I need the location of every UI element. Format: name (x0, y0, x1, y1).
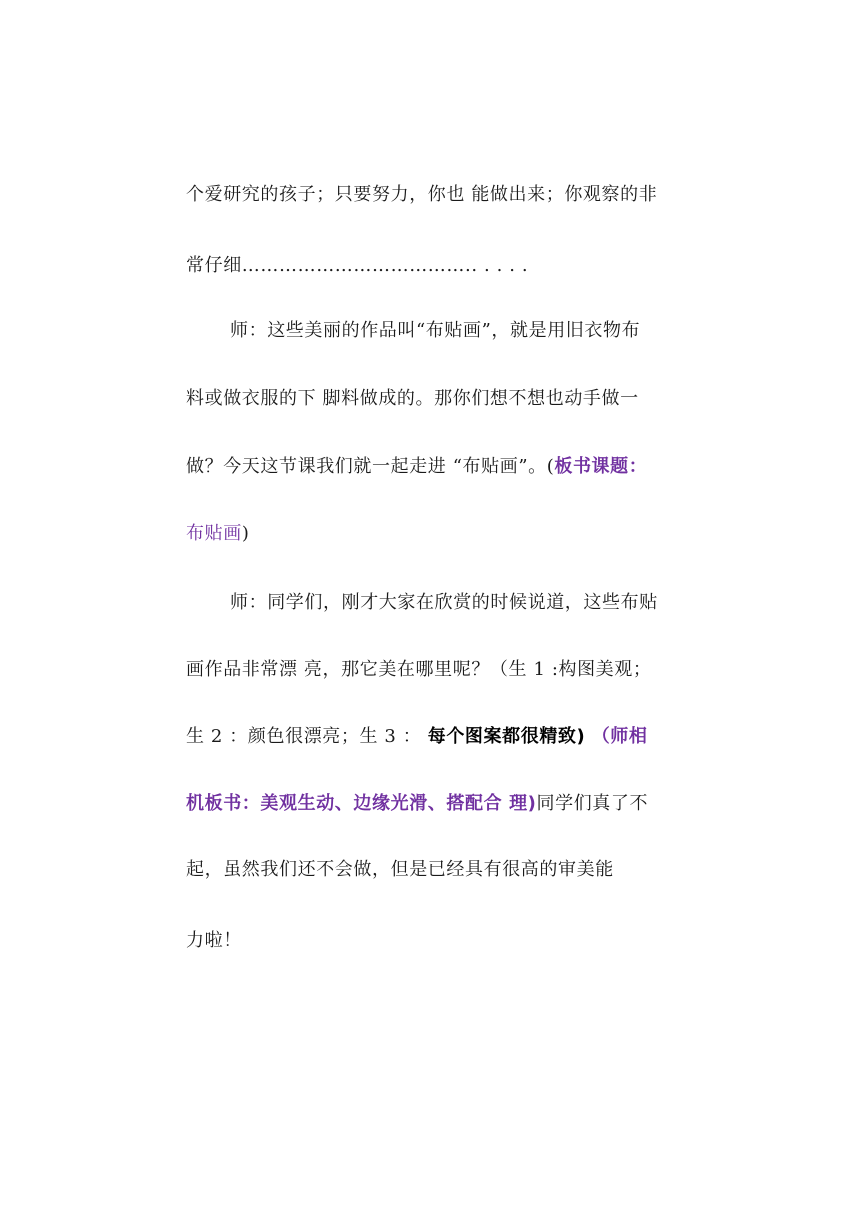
student-answer-bold: 每个图案都很精致) (427, 726, 586, 747)
paragraph-1-line-1: 个爱研究的孩子；只要努力，你也 能做出来；你观察的非 (186, 184, 658, 205)
paragraph-3-line-5: 起，虽然我们还不会做，但是已经具有很高的审美能 (186, 859, 614, 880)
paragraph-3-line-2: 画作品非常漂 亮，那它美在哪里呢？（生 1 :构图美观； (186, 659, 652, 680)
teacher-note-start: （师相 (591, 726, 648, 747)
paragraph-2-line-3-text: 做？今天这节课我们就一起走进 “布贴画”。( (186, 456, 555, 477)
paragraph-3-line-1: 师：同学们，刚才大家在欣赏的时候说道，这些布贴 (230, 592, 658, 613)
board-title-value: 布贴画 (186, 523, 242, 544)
paragraph-2-line-3 (186, 456, 647, 478)
paragraph-3-line-3 (186, 726, 648, 748)
closing-paren: ) (241, 523, 250, 544)
paragraph-3-line-3-text: 生 2 ：颜色很漂亮；生 3 ： (186, 726, 422, 747)
paragraph-3-line-6: 力啦！ (186, 930, 242, 951)
paragraph-2-line-1: 师：这些美丽的作品叫“布贴画”，就是用旧衣物布 (230, 320, 641, 341)
paragraph-1-line-2: 常仔细……………………………….. . . . . (186, 255, 529, 276)
teacher-board-notes: 机板书：美观生动、边缘光滑、搭配合 理) (186, 793, 537, 814)
board-title-label: 板书课题： (554, 456, 648, 477)
paragraph-3-line-4 (186, 793, 648, 815)
paragraph-2-line-4 (186, 523, 249, 545)
paragraph-3-line-4-text: 同学们真了不 (536, 793, 649, 814)
paragraph-2-line-2: 料或做衣服的下 脚料做成的。那你们想不想也动手做一 (186, 388, 639, 409)
